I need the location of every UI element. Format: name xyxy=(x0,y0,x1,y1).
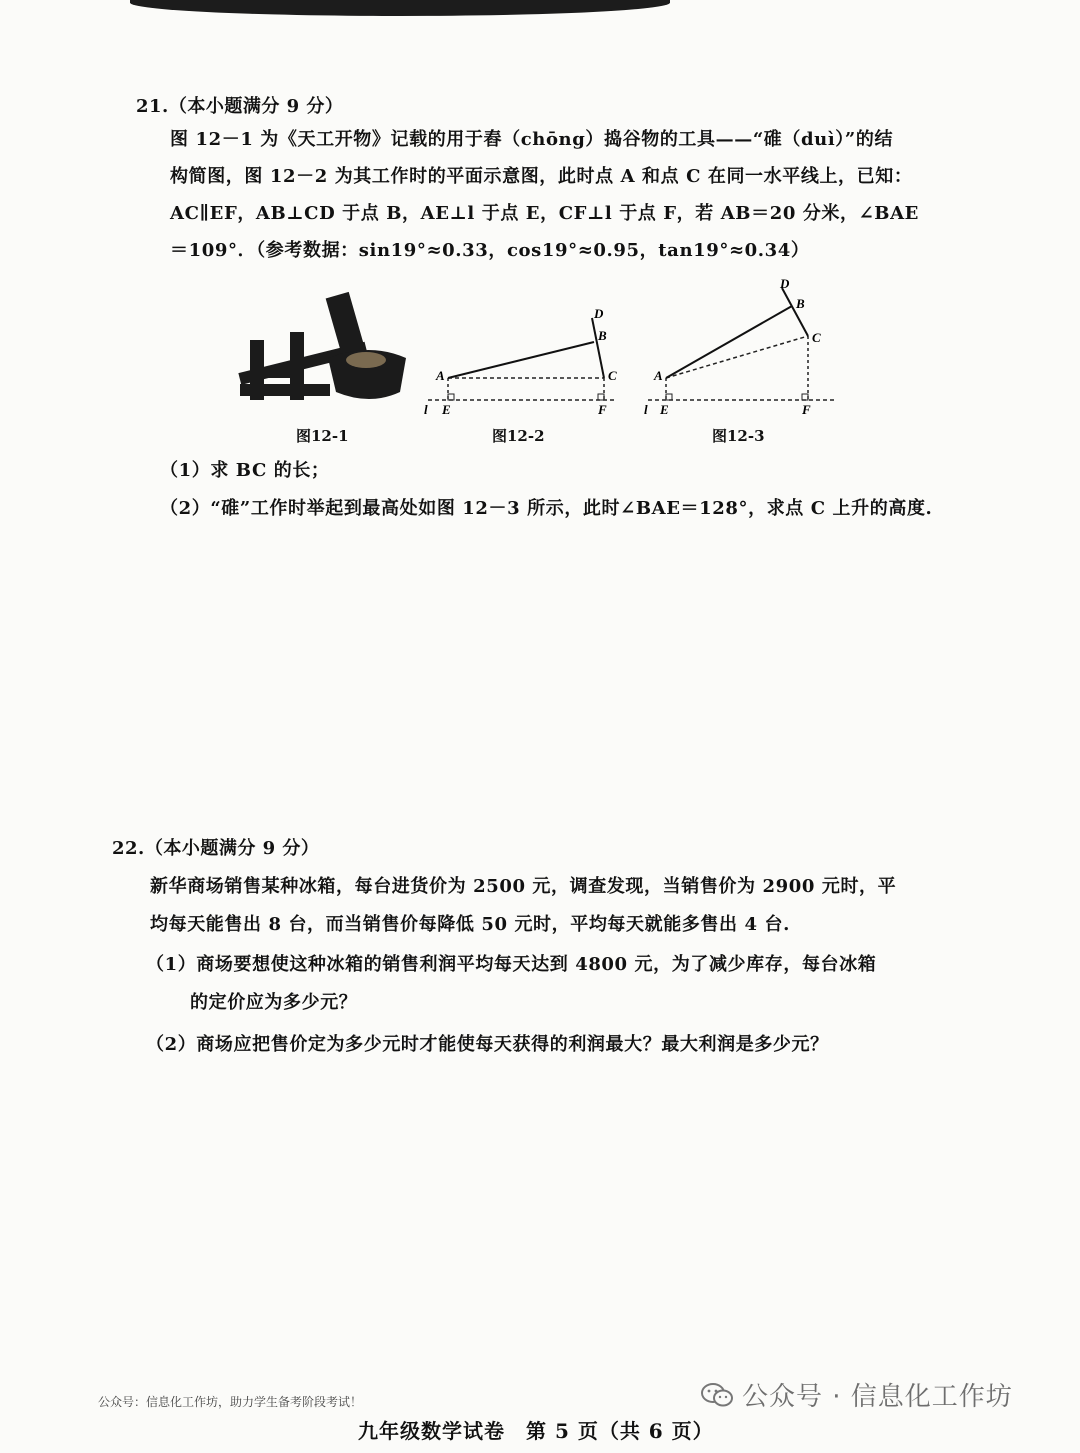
label-F: F xyxy=(598,402,607,417)
figure-12-3-caption: 图12-3 xyxy=(712,427,765,445)
figure-12-3 xyxy=(640,270,840,420)
watermark xyxy=(700,1376,1013,1413)
label-D: D xyxy=(594,306,604,321)
segment-AB xyxy=(666,306,792,378)
page-number: 九年级数学试卷 第 5 页（共 6 页） xyxy=(358,1419,714,1443)
label-B: B xyxy=(796,296,805,311)
label-D: D xyxy=(780,276,790,291)
figure-12-2 xyxy=(420,300,620,420)
q22-part-2: （2）商场应把售价定为多少元时才能使每天获得的利润最大？最大利润是多少元？ xyxy=(146,1034,829,1055)
watermark-text: 公众号 · 信息化工作坊 xyxy=(742,1382,1013,1412)
figure-12-1 xyxy=(230,280,410,420)
label-C: C xyxy=(812,330,821,345)
q21-part-1: （1）求 BC 的长； xyxy=(160,460,330,481)
segment-DC xyxy=(592,318,604,378)
wechat-icon xyxy=(700,1382,734,1408)
mortar-illustration xyxy=(238,292,406,400)
q21-line-2: 构简图，图 12－2 为其工作时的平面示意图，此时点 A 和点 C 在同一水平线上，已知： xyxy=(170,166,913,187)
q22-line-1: 新华商场销售某种冰箱，每台进货价为 2500 元，调查发现，当销售价为 2900 元时，平 xyxy=(150,876,897,897)
q21-line-1: 图 12－1 为《天工开物》记载的用于舂（chōng）捣谷物的工具——“碓（duì）”的结 xyxy=(170,129,894,150)
q22-part-1-cont: 的定价应为多少元？ xyxy=(190,992,358,1013)
figure-12-2-caption: 图12-2 xyxy=(492,427,545,445)
q22-part-1: （1）商场要想使这种冰箱的销售利润平均每天达到 4800 元，为了减少库存，每台冰箱 xyxy=(146,954,877,975)
q21-number: 21.（本小题满分 9 分） xyxy=(136,96,344,117)
figure-12-1-caption: 图12-1 xyxy=(296,427,349,445)
label-F: F xyxy=(802,402,811,417)
label-E: E xyxy=(442,402,451,417)
label-B: B xyxy=(598,328,607,343)
q22-number: 22.（本小题满分 9 分） xyxy=(112,838,320,859)
q21-line-4: ＝109°．（参考数据：sin19°≈0.33，cos19°≈0.95，tan19°≈0.34） xyxy=(170,240,810,261)
footer-note: 公众号：信息化工作坊，助力学生备考阶段考试！ xyxy=(98,1395,363,1409)
right-angle-F xyxy=(802,394,808,400)
label-E: E xyxy=(660,402,669,417)
label-l: l xyxy=(644,402,648,417)
label-l: l xyxy=(424,402,428,417)
label-A: A xyxy=(436,368,445,383)
segment-AC xyxy=(666,336,808,378)
right-angle-E xyxy=(448,394,454,400)
segment-AB xyxy=(448,342,594,378)
scan-top-edge xyxy=(130,0,670,16)
label-A: A xyxy=(654,368,663,383)
label-C: C xyxy=(608,368,617,383)
q22-line-2: 均每天能售出 8 台，而当销售价每降低 50 元时，平均每天就能多售出 4 台. xyxy=(150,914,790,935)
q21-part-2: （2）“碓”工作时举起到最高处如图 12－3 所示，此时∠BAE＝128°，求点 C 上升的高度. xyxy=(160,498,933,519)
right-angle-F xyxy=(598,394,604,400)
right-angle-E xyxy=(666,394,672,400)
q21-line-3: AC∥EF，AB⊥CD 于点 B，AE⊥l 于点 E，CF⊥l 于点 F，若 AB＝20 分米，∠BAE xyxy=(170,203,919,224)
